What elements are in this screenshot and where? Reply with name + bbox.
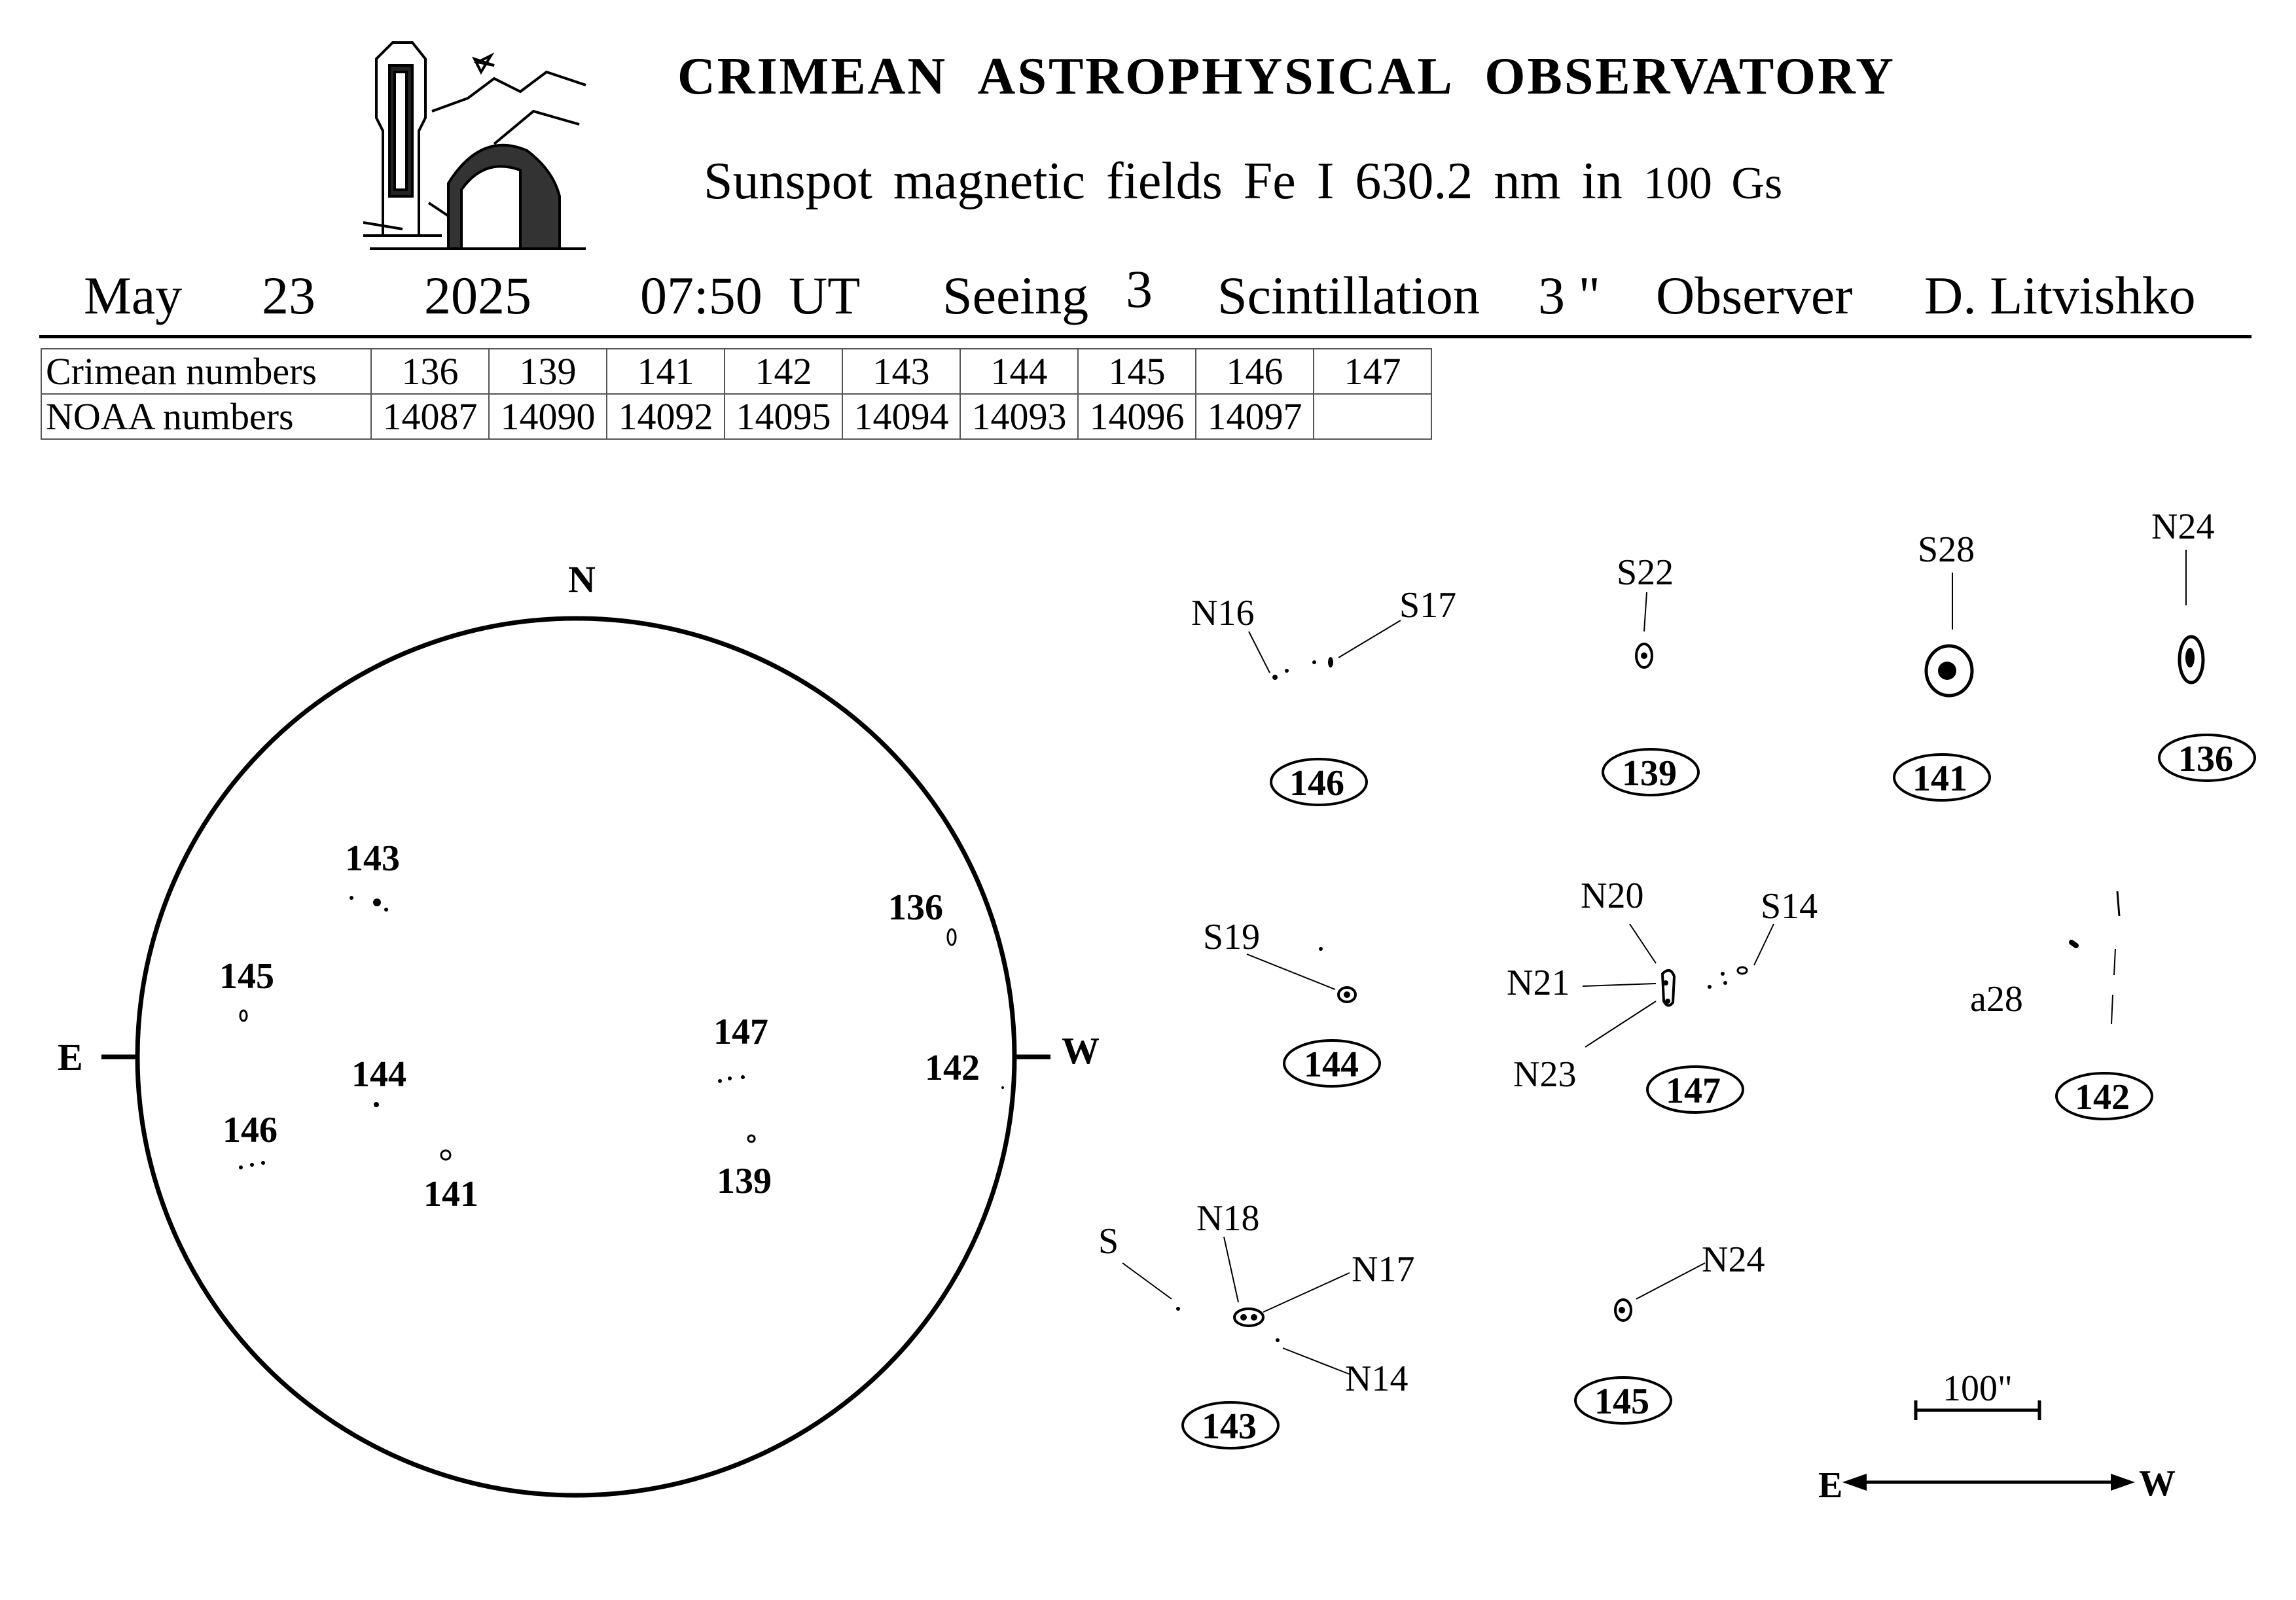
- field-label: N24: [2151, 507, 2215, 547]
- disk-region-label: 144: [351, 1054, 406, 1095]
- field-label: S19: [1203, 917, 1261, 957]
- subtitle-main: Sunspot magnetic fields Fe I 630.2 nm in: [704, 152, 1623, 210]
- detail-spot: [1663, 980, 1668, 986]
- crimean-number-cell: 143: [842, 349, 960, 394]
- scintillation-value: 3 ": [1538, 266, 1600, 325]
- detail-spot: [1272, 675, 1278, 680]
- field-label: N20: [1581, 876, 1644, 916]
- disk-spot: [350, 896, 353, 900]
- noaa-number-cell: 14090: [489, 394, 607, 439]
- disk-region-label: 146: [223, 1110, 278, 1150]
- leader-line: [1247, 954, 1335, 989]
- disk-spot: [250, 1163, 254, 1167]
- disk-region-label: 147: [713, 1012, 768, 1052]
- disk-spot: [948, 929, 956, 945]
- region-number: 144: [1304, 1044, 1359, 1085]
- disk-region-label: 143: [345, 838, 400, 879]
- disk-spot: [384, 908, 388, 912]
- detail-spot: [1344, 991, 1350, 998]
- disk-spot: [748, 1135, 755, 1142]
- leader-line: [1583, 984, 1656, 986]
- field-label: N18: [1196, 1198, 1260, 1239]
- obs-day: 23: [262, 266, 315, 325]
- seeing-label: Seeing: [942, 266, 1089, 325]
- leader-line: [1636, 1263, 1705, 1299]
- region-number: 147: [1666, 1071, 1721, 1111]
- noaa-number-cell: 14094: [842, 394, 960, 439]
- detail-spot: [1619, 1307, 1625, 1313]
- crimean-number-cell: 139: [489, 349, 607, 394]
- disk-spot: [239, 1165, 243, 1169]
- noaa-number-cell: 14093: [960, 394, 1078, 439]
- disk-region-label: 141: [423, 1174, 478, 1215]
- region-number: 145: [1594, 1381, 1649, 1422]
- disk-spot: [441, 1150, 450, 1160]
- disk-spot: [1001, 1086, 1004, 1089]
- noaa-number-cell: 14097: [1196, 394, 1314, 439]
- field-label: a28: [1970, 979, 2023, 1020]
- disk-spot: [374, 1102, 379, 1107]
- leader-line: [1224, 1237, 1238, 1302]
- obs-time-unit: UT: [789, 266, 861, 325]
- field-label: S17: [1399, 585, 1457, 626]
- detail-spot: [1738, 967, 1747, 974]
- observer-name: D. Litvishko: [1924, 266, 2196, 325]
- leader-line: [1249, 631, 1270, 673]
- leader-line: [1754, 924, 1774, 965]
- field-label: N17: [1352, 1249, 1415, 1290]
- region-number: 141: [1912, 758, 1967, 799]
- detail-spot: [1723, 981, 1727, 985]
- crimean-number-cell: 145: [1078, 349, 1196, 394]
- detail-spot: [1176, 1307, 1180, 1311]
- detail-spot: [1708, 985, 1712, 989]
- subtitle-units: 100 Gs: [1643, 158, 1783, 209]
- field-label: N16: [1191, 593, 1255, 633]
- disk-spot: [728, 1076, 732, 1080]
- field-label: S28: [1918, 529, 1975, 570]
- disk-spot: [240, 1010, 247, 1021]
- field-label: N24: [1702, 1239, 1765, 1280]
- west-label: W: [1062, 1029, 1100, 1072]
- region-number: 146: [1289, 763, 1344, 804]
- field-label: N14: [1345, 1359, 1408, 1399]
- detail-spot: [2117, 891, 2119, 916]
- detail-spot: [1285, 669, 1289, 673]
- leader-line: [1338, 620, 1401, 658]
- detail-spot: [1641, 652, 1647, 659]
- arrow-head-west: [2111, 1474, 2135, 1491]
- obs-time: 07:50: [640, 266, 762, 325]
- obs-year: 2025: [424, 266, 531, 325]
- observatory-title: CRIMEAN ASTROPHYSICAL OBSERVATORY: [677, 48, 1895, 105]
- crimean-number-cell: 142: [725, 349, 842, 394]
- region-number: 143: [1202, 1406, 1257, 1447]
- disk-region-label: 136: [888, 887, 943, 928]
- noaa-number-cell: 14087: [371, 394, 489, 439]
- north-label: N: [568, 558, 596, 601]
- arrow-head-east: [1842, 1474, 1867, 1491]
- leader-line: [1630, 924, 1656, 963]
- detail-spot: [1721, 972, 1725, 976]
- detail-spot: [1251, 1314, 1257, 1321]
- solar-disk: [137, 618, 1014, 1495]
- arrow-east-label: E: [1818, 1465, 1843, 1506]
- leader-line: [1644, 592, 1647, 631]
- field-label: S14: [1761, 886, 1818, 927]
- field-label: S22: [1617, 552, 1674, 593]
- crimean-number-cell: 136: [371, 349, 489, 394]
- noaa-number-cell: 14092: [607, 394, 725, 439]
- noaa-number-cell: 14095: [725, 394, 842, 439]
- disk-region-label: 145: [219, 956, 274, 997]
- disk-region-label: 139: [717, 1161, 772, 1201]
- seeing-value: 3: [1126, 259, 1153, 319]
- leader-line: [1263, 1273, 1350, 1312]
- crimean-number-cell: 147: [1314, 349, 1431, 394]
- field-label: N23: [1513, 1054, 1577, 1095]
- detail-spot: [2185, 648, 2195, 667]
- noaa-numbers-label: NOAA numbers: [41, 394, 371, 439]
- disk-spots: [239, 896, 1004, 1169]
- region-number: 139: [1622, 753, 1677, 794]
- leader-line: [1283, 1348, 1350, 1374]
- detail-spot: [1328, 657, 1333, 667]
- detail-spot: [1319, 947, 1323, 951]
- detail-spot: [2111, 995, 2113, 1024]
- east-label: E: [58, 1036, 83, 1078]
- detail-spot: [1234, 1309, 1263, 1326]
- detail-spot: [1938, 662, 1956, 680]
- field-label: S: [1098, 1221, 1119, 1262]
- region-number: 136: [2178, 739, 2233, 779]
- noaa-number-cell: 14096: [1078, 394, 1196, 439]
- crimean-number-cell: 144: [960, 349, 1078, 394]
- disk-spot: [261, 1161, 265, 1165]
- scale-label: 100": [1943, 1368, 2013, 1409]
- detail-spot: [1276, 1338, 1280, 1342]
- scintillation-label: Scintillation: [1217, 266, 1480, 325]
- detail-spot: [2072, 942, 2076, 946]
- detail-spot: [1312, 660, 1316, 664]
- disk-spot: [741, 1075, 745, 1079]
- detail-spot: [2114, 949, 2115, 975]
- arrow-west-label: W: [2139, 1463, 2176, 1504]
- region-number: 142: [2075, 1077, 2130, 1118]
- crimean-number-cell: 146: [1196, 349, 1314, 394]
- crimean-numbers-label: Crimean numbers: [41, 349, 371, 394]
- detail-spot: [1665, 999, 1670, 1004]
- leader-line: [1585, 1001, 1656, 1047]
- field-label: N21: [1507, 963, 1570, 1003]
- detail-spot: [1240, 1314, 1247, 1321]
- obs-month: May: [84, 266, 183, 325]
- disk-region-label: 142: [925, 1048, 980, 1088]
- observer-label: Observer: [1656, 266, 1853, 325]
- disk-spot: [373, 898, 381, 906]
- leader-line: [1122, 1263, 1172, 1299]
- disk-spot: [718, 1079, 722, 1083]
- crimean-number-cell: 141: [607, 349, 725, 394]
